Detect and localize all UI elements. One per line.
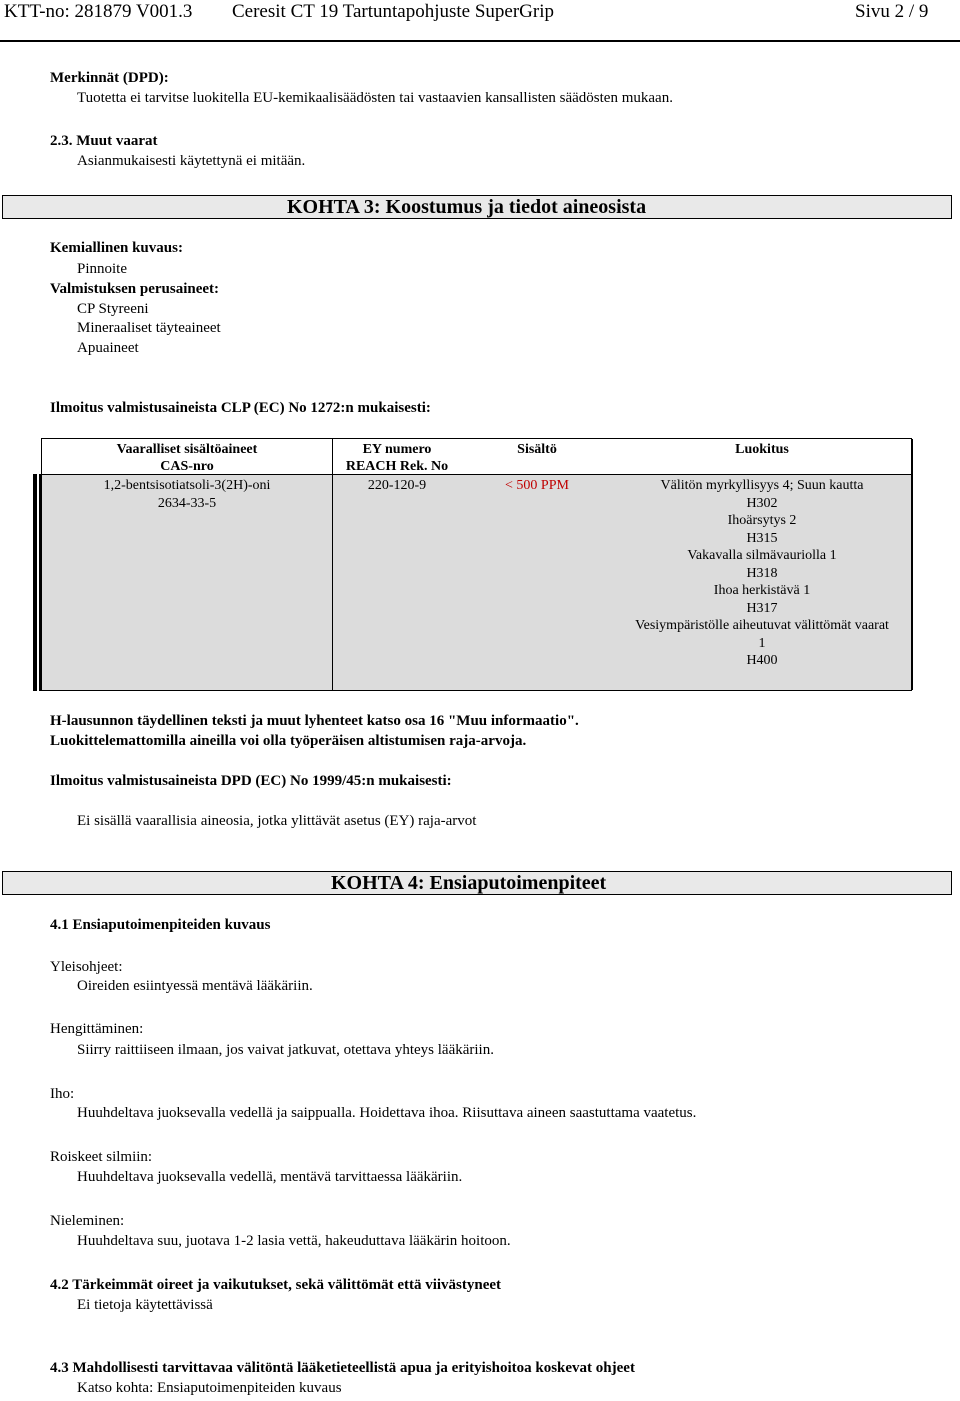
cell-classification: Välitön myrkyllisyys 4; Suun kautta: [660, 478, 864, 493]
general-text: Oireiden esiintyessä mentävä lääkäriin.: [77, 978, 313, 994]
inhalation-label: Hengittäminen:: [50, 1021, 144, 1037]
section4-title: KOHTA 4: Ensiaputoimenpiteet: [331, 872, 607, 894]
note-h-statements: H-lausunnon täydellinen teksti ja muut lyhenteet katso osa 16 "Muu informaatio".: [50, 713, 579, 729]
cell-classification: H302: [746, 496, 778, 511]
th-ingredients: Vaaralliset sisältöaineet: [116, 442, 258, 457]
ingredients-table: [41, 438, 912, 691]
cell-classification: H315: [746, 531, 778, 546]
eyes-text: Huuhdeltava juoksevalla vedellä, mentävä tarvittaessa lääkäriin.: [77, 1169, 463, 1185]
table-divider: [912, 439, 913, 690]
dpd-text: Tuotetta ei tarvitse luokitella EU-kemikaalisäädösten tai vastaavien kansallisten säädösten mukaan.: [77, 90, 673, 106]
other-hazards-text: Asianmukaisesti käytettynä ei mitään.: [77, 153, 306, 169]
subsection-4-3-text: Katso kohta: Ensiaputoimenpiteiden kuvaus: [77, 1380, 342, 1396]
clp-title: Ilmoitus valmistusaineista CLP (EC) No 1272:n mukaisesti:: [50, 400, 431, 416]
cell-classification: Ihoärsytys 2: [727, 513, 797, 528]
skin-text: Huuhdeltava juoksevalla vedellä ja saippualla. Hoidettava ihoa. Riisuttava aineen saastuttama vaatetus.: [77, 1105, 697, 1121]
subsection-4-2-text: Ei tietoja käytettävissä: [77, 1297, 213, 1313]
swallowing-text: Huuhdeltava suu, juotava 1-2 lasia vettä, hakeuduttava lääkärin hoitoon.: [77, 1233, 511, 1249]
chem-description-value: Pinnoite: [77, 261, 128, 277]
cell-classification: Vesiympäristölle aiheutuvat välittömät vaarat: [635, 618, 889, 633]
inhalation-text: Siirry raittiiseen ilmaan, jos vaivat jatkuvat, otettava yhteys lääkäriin.: [77, 1042, 494, 1058]
base-material-item: Mineraaliset täyteaineet: [77, 320, 221, 336]
general-label: Yleisohjeet:: [50, 959, 123, 975]
base-material-item: Apuaineet: [77, 340, 139, 356]
cell-ingredient-name: 1,2-bentsisotiatsoli-3(2H)-oni: [103, 478, 271, 493]
dpd-declaration-title: Ilmoitus valmistusaineista DPD (EC) No 1999/45:n mukaisesti:: [50, 773, 452, 789]
th-classification: Luokitus: [735, 442, 789, 457]
skin-label: Iho:: [50, 1086, 75, 1102]
cell-content: < 500 PPM: [505, 478, 569, 493]
header-divider: [0, 40, 960, 42]
cell-classification: Vakavalla silmävauriolla 1: [687, 548, 837, 563]
dpd-declaration-text: Ei sisällä vaarallisia aineosia, jotka ylittävät asetus (EY) raja-arvot: [77, 813, 477, 829]
section3-title: KOHTA 3: Koostumus ja tiedot aineosista: [287, 196, 647, 218]
page-number: Sivu 2 / 9: [855, 1, 929, 22]
product-name: Ceresit CT 19 Tartuntapohjuste SuperGrip: [232, 1, 554, 22]
base-materials-label: Valmistuksen perusaineet:: [50, 281, 220, 297]
cell-classification: Ihoa herkistävä 1: [713, 583, 811, 598]
subsection-4-2: 4.2 Tärkeimmät oireet ja vaikutukset, sekä välittömät että viivästyneet: [50, 1277, 502, 1293]
cell-classification: H318: [746, 566, 778, 581]
dpd-title: Merkinnät (DPD):: [50, 70, 169, 86]
change-bar: [33, 474, 37, 691]
cell-cas: 2634-33-5: [157, 496, 217, 511]
th-ec: EY numero: [362, 442, 432, 457]
subsection-4-3: 4.3 Mahdollisesti tarvittavaa välitöntä lääketieteellistä apua ja erityishoitoa koskevat ohjeet: [50, 1360, 635, 1376]
th-content: Sisältö: [517, 442, 557, 457]
cell-classification: 1: [758, 636, 766, 651]
eyes-label: Roiskeet silmiin:: [50, 1149, 153, 1165]
th-cas: CAS-nro: [160, 459, 214, 474]
swallowing-label: Nieleminen:: [50, 1213, 125, 1229]
note-exposure-limits: Luokittelemattomilla aineilla voi olla työperäisen altistumisen raja-arvoja.: [50, 733, 527, 749]
cell-ec: 220-120-9: [367, 478, 427, 493]
base-material-item: CP Styreeni: [77, 301, 149, 317]
cell-classification: H400: [746, 653, 778, 668]
change-bar: [39, 474, 42, 691]
document-id: KTT-no: 281879 V001.3: [4, 1, 193, 22]
subsection-4-1: 4.1 Ensiaputoimenpiteiden kuvaus: [50, 917, 271, 933]
other-hazards-title: 2.3. Muut vaarat: [50, 133, 158, 149]
chem-description-label: Kemiallinen kuvaus:: [50, 240, 183, 256]
th-reach: REACH Rek. No: [345, 459, 449, 474]
cell-classification: H317: [746, 601, 778, 616]
